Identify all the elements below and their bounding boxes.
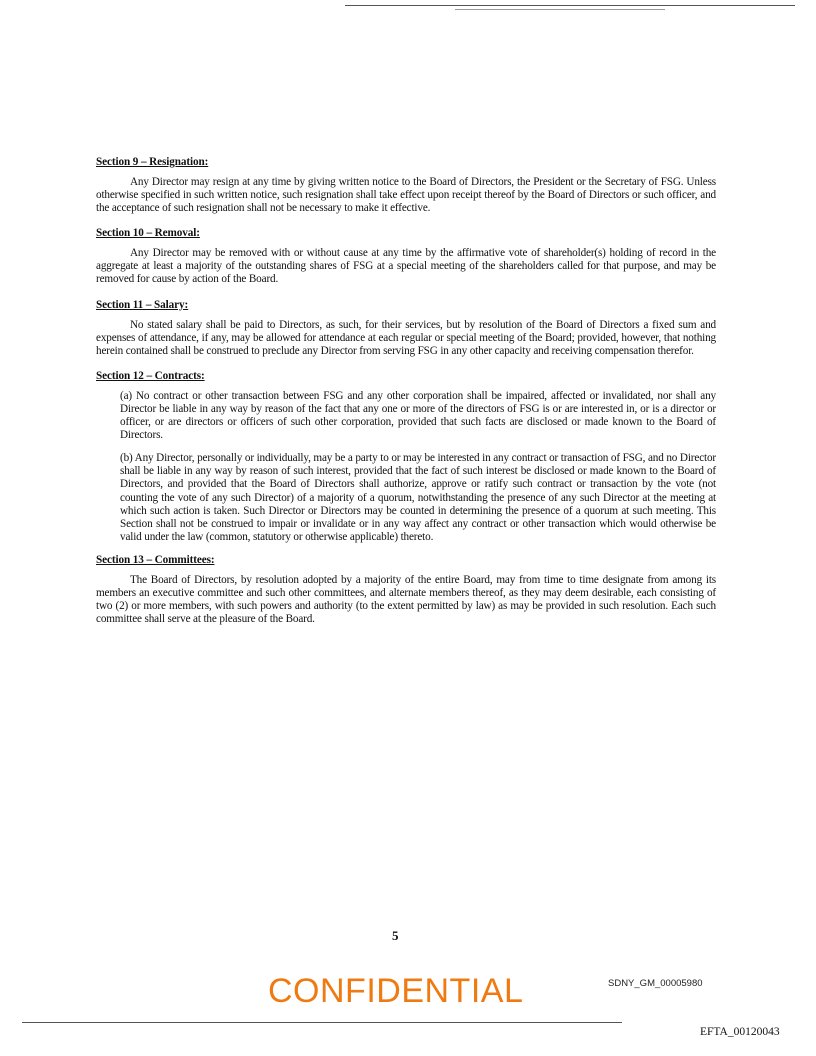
top-rule <box>345 5 795 6</box>
confidential-stamp: CONFIDENTIAL <box>268 972 524 1010</box>
document-body <box>96 156 716 638</box>
section-heading: Section 10 – Removal: <box>96 227 200 240</box>
section-paragraph: Any Director may be removed with or without cause at any time by the affirmative vote of shareholder(s) holding of record in the aggregate at least a majority of the outstanding shares of FSG at a special meeting of the shareholders called for that purpose, and may be removed for cause by action of the Board. <box>96 247 716 286</box>
subparagraph-a: (a) No contract or other transaction between FSG and any other corporation shall be impaired, affected or invalidated, nor shall any Director be liable in any way by reason of the fact that any one or more of the directors of FSG is or are interested in, or is a director or officer, or are directors or officers of such other corporation, provided that such facts are disclosed or made known to the Board of Directors. <box>120 389 716 442</box>
section-paragraph: No stated salary shall be paid to Directors, as such, for their services, but by resolution of the Board of Directors a fixed sum and expenses of attendance, if any, may be allowed for attendance at each regular or special meeting of the Board; provided, however, that nothing herein contained shall be construed to preclude any Director from serving FSG in any other capacity and receiving compensation therefor. <box>96 318 716 357</box>
section-11 <box>96 299 716 358</box>
section-heading: Section 12 – Contracts: <box>96 369 205 382</box>
page-number: 5 <box>392 928 399 943</box>
top-rule-faint <box>455 9 665 10</box>
efta-number: EFTA_00120043 <box>700 1026 780 1038</box>
section-paragraph: The Board of Directors, by resolution adopted by a majority of the entire Board, may from time to time designate from among its members an executive committee and such other committees, and alternate members thereof, as they may deem desirable, each consisting of two (2) or more members, with such powers and authority (to the extent permitted by law) as may be provided in such resolution. Each such committee shall serve at the pleasure of the Board. <box>96 573 716 626</box>
section-heading: Section 9 – Resignation: <box>96 156 209 168</box>
bates-number: SDNY_GM_00005980 <box>608 978 703 989</box>
bottom-rule <box>22 1022 622 1023</box>
section-heading: Section 11 – Salary: <box>96 298 189 311</box>
section-12 <box>96 370 716 544</box>
section-10 <box>96 227 716 286</box>
section-paragraph: Any Director may resign at any time by giving written notice to the Board of Directors, the President or the Secretary of FSG. Unless otherwise specified in such written notice, such resignation shall take effect upon receipt thereof by the Board of Directors or such officer, and the acceptance of such resignation shall not be necessary to make it effective. <box>96 176 716 215</box>
section-heading: Section 13 – Committees: <box>96 553 215 566</box>
section-13 <box>96 554 716 626</box>
section-9 <box>96 156 716 215</box>
subparagraph-b: (b) Any Director, personally or individually, may be a party to or may be interested in any contract or transaction of FSG, and no Director shall be liable in any way by reason of such interest, provided that the fact of such interest be disclosed or made known to the Board of Directors, and provided that the Board of Directors shall authorize, approve or ratify such contract or transaction by the vote (not counting the vote of any such Director) of a majority of a quorum, notwithstanding the presence of any such Director at the meeting at which such action is taken. Such Director or Directors may be counted in determining the presence of a quorum at such meeting. This Section shall not be construed to impair or invalidate or in any way affect any contract or other transaction which would otherwise be valid under the law (common, statutory or otherwise applicable) thereto. <box>120 452 716 543</box>
